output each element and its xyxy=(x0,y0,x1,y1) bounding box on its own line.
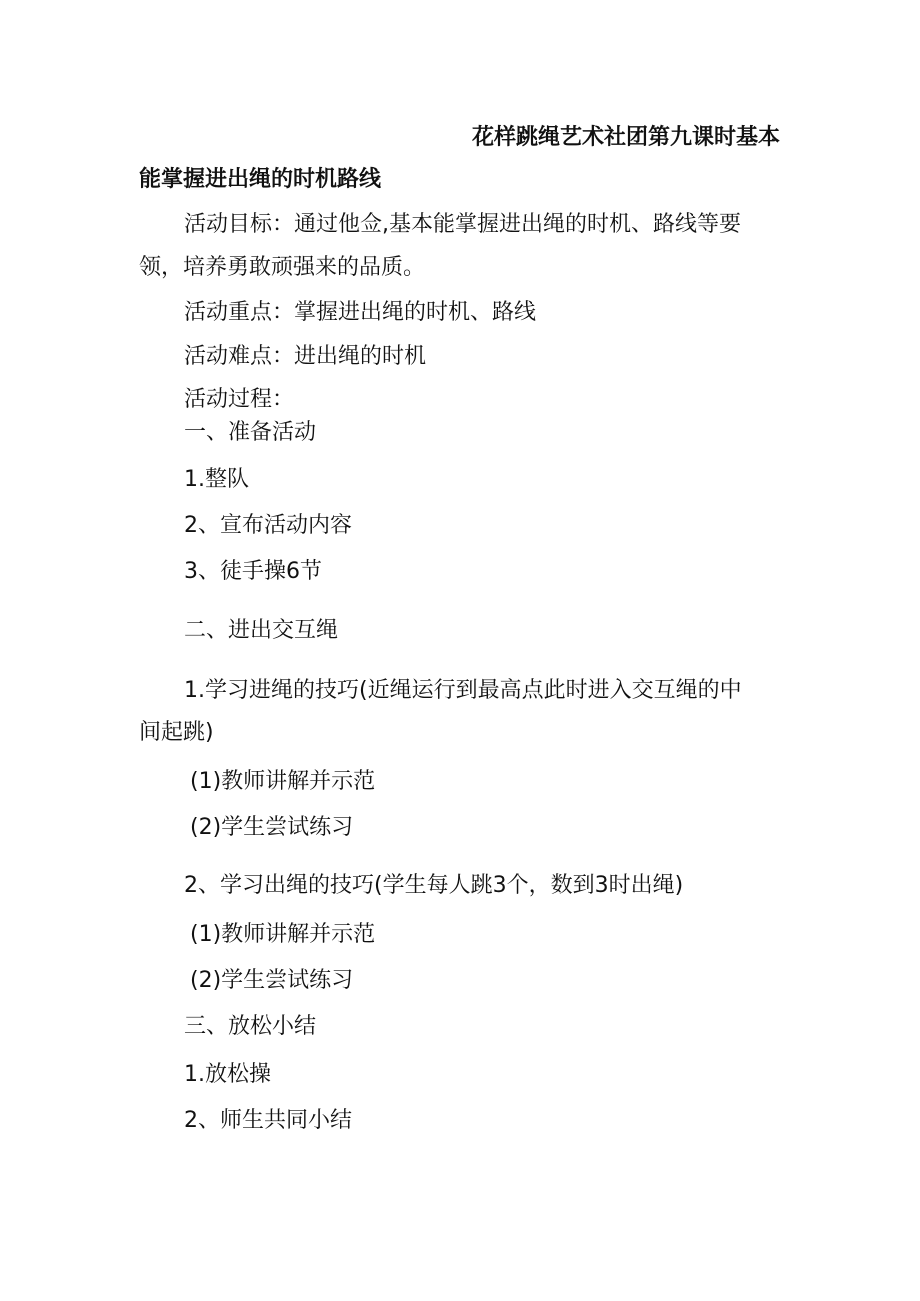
section1-item-3: 3、徒手操6节 xyxy=(184,559,322,584)
document-title-line2: 能掌握进出绳的时机路线 xyxy=(139,167,382,192)
section1-item-2: 2、宣布活动内容 xyxy=(184,513,352,538)
section2-item1-sub-1: (1)教师讲解并示范 xyxy=(190,769,376,794)
document-title-line1: 花样跳绳艺术社团第九课时基本 xyxy=(471,125,780,150)
section2-item2-sub-2: (2)学生尝试练习 xyxy=(190,968,354,993)
section2-item2: 2、学习出绳的技巧(学生每人跳3个，数到3时出绳) xyxy=(184,873,684,898)
section3-heading: 三、放松小结 xyxy=(184,1014,317,1039)
section1-item-1: 1.整队 xyxy=(184,467,249,492)
section2-heading: 二、进出交互绳 xyxy=(184,618,339,643)
difficulty: 活动难点：进出绳的时机 xyxy=(184,344,427,369)
process-label: 活动过程： xyxy=(184,387,295,412)
section2-item1-line2: 间起跳) xyxy=(139,720,214,745)
section3-item-1: 1.放松操 xyxy=(184,1062,271,1087)
objective-line1: 活动目标：通过他佥,基本能掌握进出绳的时机、路线等要 xyxy=(184,212,741,237)
section2-item1-sub-2: (2)学生尝试练习 xyxy=(190,815,354,840)
objective-line2: 领，培养勇敢顽强来的品质。 xyxy=(139,255,426,280)
section3-item-2: 2、师生共同小结 xyxy=(184,1108,352,1133)
section1-heading: 一、准备活动 xyxy=(184,420,317,445)
section2-item1-line1: 1.学习进绳的技巧(近绳运行到最高点此时进入交互绳的中 xyxy=(184,678,742,703)
key-point: 活动重点：掌握进出绳的时机、路线 xyxy=(184,300,537,325)
section2-item2-sub-1: (1)教师讲解并示范 xyxy=(190,922,376,947)
